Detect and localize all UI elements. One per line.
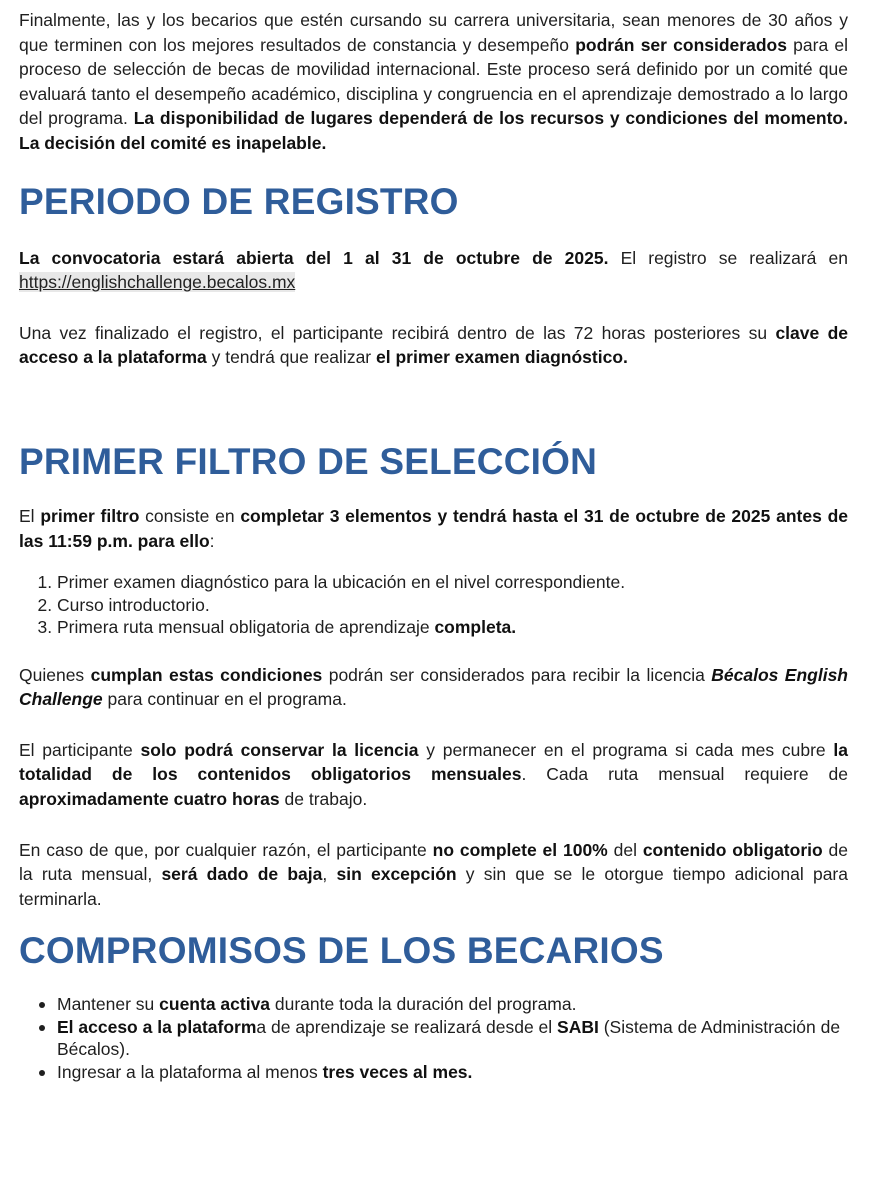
bold-text: sin excepción — [336, 864, 457, 885]
text-segment: El registro se realizará en — [608, 247, 848, 268]
registration-link[interactable]: https://englishchallenge.becalos.mx — [19, 272, 296, 293]
compromisos-list — [19, 993, 848, 1083]
text-segment: y permanecer en el programa si cada mes cubre — [418, 739, 834, 760]
bold-text: cuenta activa — [159, 994, 271, 1015]
bold-text: clave de acceso a la plataforma — [19, 322, 849, 368]
text-segment: Curso introductorio. — [57, 594, 210, 615]
text-segment: En caso de que, por cualquier razón, el participante — [19, 839, 433, 860]
text-segment: y tendrá que realizar — [206, 347, 376, 368]
text-segment: de la ruta mensual, — [19, 839, 849, 885]
bold-text: tres veces al mes. — [322, 1061, 473, 1082]
text-segment: Finalmente, las y los becarios que estén cursando su carrera universitaria, sean menores de 30 años y que terminen con los mejores resultados de constancia y desempeño — [19, 10, 848, 55]
text-segment: y sin que se le otorgue tiempo adicional para terminarla. — [19, 864, 848, 909]
filtro-paragraph-3 — [19, 738, 848, 812]
heading-primer-filtro: PRIMER FILTRO DE SELECCIÓN — [19, 440, 598, 482]
text-segment: de trabajo. — [279, 789, 368, 809]
bold-text: completar 3 elementos y tendrá hasta el 31 de octubre de 2025 antes de las 11:59 p.m. para ello — [19, 505, 848, 551]
list-item — [57, 594, 848, 617]
filtro-list — [19, 571, 848, 639]
text-segment: Primera ruta mensual obligatoria de aprendizaje — [57, 617, 435, 638]
bold-text: contenido obligatorio — [642, 839, 823, 860]
text-segment: durante toda la duración del programa. — [270, 994, 577, 1015]
bold-text: Bécalos English Challenge — [19, 664, 848, 710]
intro-paragraph — [19, 8, 848, 156]
bold-text: La convocatoria estará abierta del 1 al 31 de octubre de 2025. — [19, 247, 609, 268]
list-item — [57, 993, 848, 1016]
text-segment: podrán ser considerados para recibir la licencia — [322, 664, 712, 685]
text-segment: Quienes — [19, 664, 91, 685]
list-item — [57, 616, 848, 639]
text-segment: del — [607, 839, 643, 860]
filtro-paragraph-1 — [19, 504, 848, 553]
list-item — [57, 1016, 848, 1061]
heading-periodo-registro: PERIODO DE REGISTRO — [19, 180, 459, 222]
bold-text: SABI — [557, 1016, 599, 1037]
text-segment: Ingresar a la plataforma al menos — [57, 1061, 323, 1082]
bold-text: el primer examen diagnóstico. — [376, 347, 628, 368]
registro-paragraph-2 — [19, 321, 848, 370]
filtro-paragraph-2 — [19, 663, 848, 712]
text-segment: (Sistema de Administración de Bécalos). — [57, 1016, 841, 1060]
bold-text: completa. — [434, 617, 517, 638]
text-segment: para continuar en el programa. — [102, 689, 347, 710]
text-segment: , — [322, 864, 337, 885]
text-segment: Mantener su — [57, 994, 160, 1015]
bold-text: aproximadamente cuatro horas — [19, 789, 280, 809]
bold-text: será dado de baja — [161, 864, 323, 885]
bold-text: primer filtro — [40, 505, 140, 526]
text-segment: : — [209, 530, 215, 551]
text-segment: a de aprendizaje se realizará desde el — [256, 1016, 558, 1037]
bold-text: La disponibilidad de lugares dependerá de los recursos y condiciones del momento. La decisión del comité es inapelable. — [19, 108, 848, 153]
registro-paragraph-1 — [19, 246, 848, 295]
text-segment: consiste en — [139, 505, 241, 526]
text-segment: Primer examen diagnóstico para la ubicación en el nivel correspondiente. — [57, 572, 626, 593]
bold-text: podrán ser considerados — [575, 34, 787, 55]
text-segment: para el proceso de selección de becas de movilidad internacional. Este proceso será definido por un comité que evaluará tanto el desempeño académico, disciplina y congruencia en el aprendizaje demostrado a lo largo del programa. — [19, 34, 848, 129]
bold-text: solo podrá conservar la licencia — [140, 739, 419, 760]
text-segment: . Cada ruta mensual requiere de — [521, 764, 849, 785]
bold-text: El acceso a la plataform — [57, 1016, 257, 1037]
bold-text: cumplan estas condiciones — [90, 664, 323, 685]
filtro-paragraph-4 — [19, 838, 848, 912]
list-item — [57, 1061, 848, 1084]
bold-text: no complete el 100% — [432, 839, 608, 860]
text-segment: El participante — [19, 739, 141, 760]
text-segment: El — [19, 505, 41, 526]
text-segment: Una vez finalizado el registro, el participante recibirá dentro de las 72 horas posteriores su — [19, 322, 776, 343]
list-item — [57, 571, 848, 594]
heading-compromisos: COMPROMISOS DE LOS BECARIOS — [19, 930, 664, 972]
bold-text: la totalidad de los contenidos obligatorios mensuales — [19, 739, 849, 785]
